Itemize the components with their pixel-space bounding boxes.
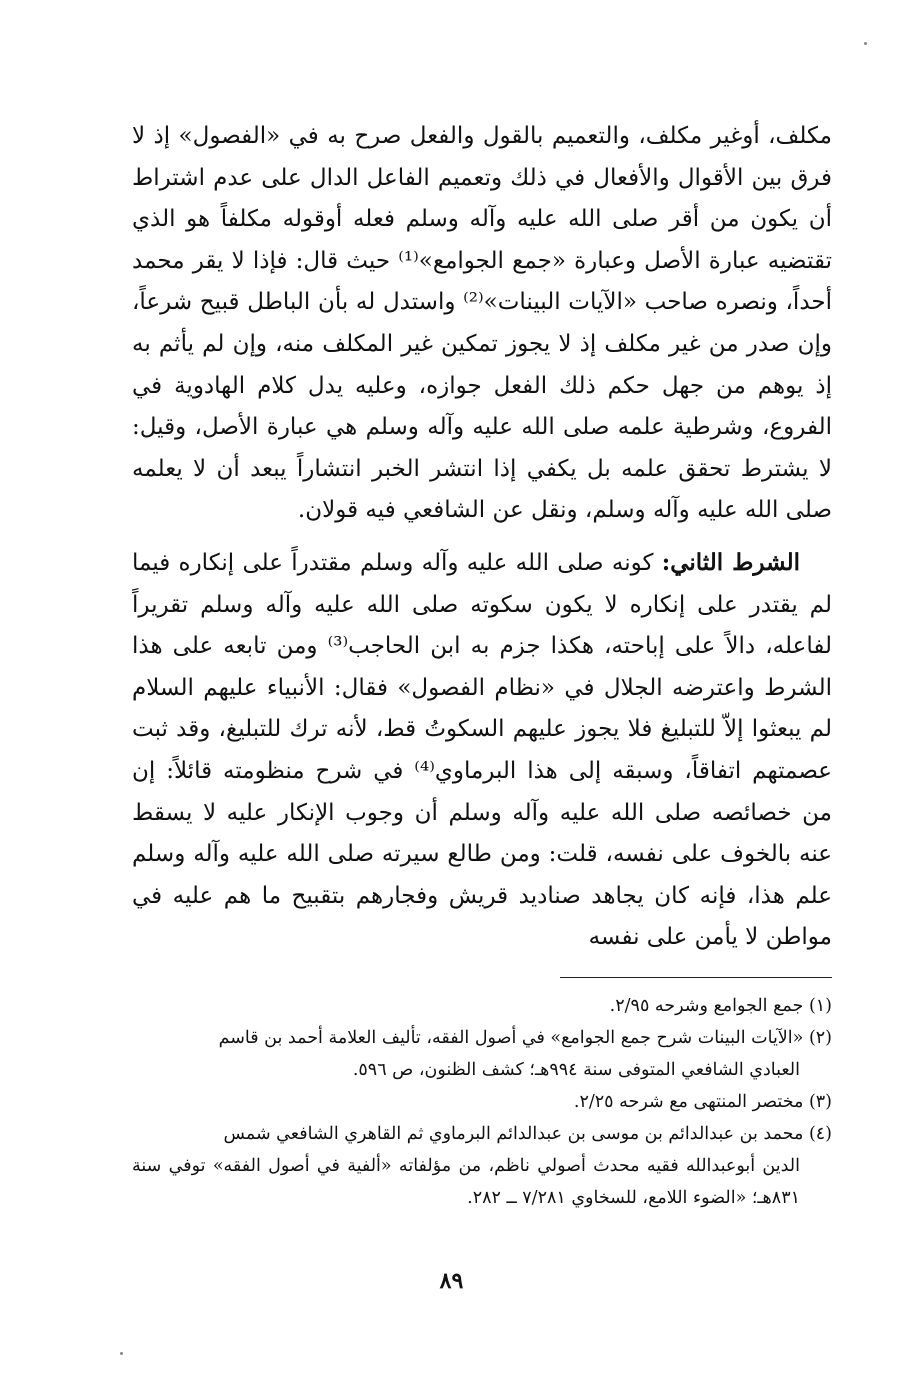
footnote-4 — [132, 1118, 832, 1150]
main-text — [132, 116, 832, 959]
footnote-2 — [132, 1022, 832, 1054]
condition-heading: الشرط الثاني: — [661, 548, 801, 576]
footnote-number: (٣) — [808, 1092, 832, 1112]
footnote-text: مختصر المنتهى مع شرحه ٢/٢٥. — [573, 1092, 804, 1112]
footnote-2-continuation: العبادي الشافعي المتوفى سنة ٩٩٤هـ؛ كشف الظنون، ص ٥٩٦. — [352, 1060, 800, 1080]
footnote-number: (٤) — [808, 1124, 832, 1144]
footnote-4-continuation: الدين أبوعبدالله فقيه محدث أصولي ناظم، من مؤلفاته «ألفية في أصول الفقه» توفي سنة ٨٣١هـ؛ «الضوء اللامع، للسخاوي ٧/٢٨١ ــ ٢٨٢. — [132, 1156, 800, 1208]
footnote-1 — [132, 990, 832, 1022]
scan-speck — [120, 1352, 123, 1355]
page-number: ٨٩ — [439, 1268, 464, 1294]
paragraph-1: مكلف، أوغير مكلف، والتعميم بالقول والفعل صرح به في «الفصول» إذ لا فرق بين الأقوال والأفعال في ذلك وتعميم الفاعل الدال على عدم اشتراط أن يكون من أقر صلى الله عليه وآله وسلم فعله أوقوله مكلفاً هو الذي تقتضيه عبارة الأصل وعبارة «جمع الجوامع»⁽¹⁾ حيث قال: فإذا لا يقر محمد أحداً، ونصره صاحب «الآيات البينات»⁽²⁾ واستدل له بأن الباطل قبيح شرعاً، وإن صدر من غير مكلف إذ لا يجوز تمكين غير المكلف منه، وإن لم يأثم به إذ يوهم من جهل حكم ذلك الفعل جوازه، وعليه يدل كلام الهادوية في الفروع، وشرطية علمه صلى الله عليه وآله وسلم هي عبارة الأصل، وقيل: لا يشترط تحقق علمه بل يكفي إذا انتشر الخبر انتشاراً يبعد أن لا يعلمه صلى الله عليه وآله وسلم، ونقل عن الشافعي فيه قولان. — [132, 123, 833, 524]
footnote-number: (٢) — [808, 1028, 832, 1048]
footnote-text: محمد بن عبدالدائم بن موسى بن عبدالدائم البرماوي ثم القاهري الشافعي شمس — [223, 1124, 804, 1144]
footnote-number: (١) — [808, 996, 832, 1016]
footnote-text: جمع الجوامع وشرحه ٢/٩٥. — [609, 996, 804, 1016]
scan-speck — [864, 42, 867, 45]
footnote-text: «الآيات البينات شرح جمع الجوامع» في أصول الفقه، تأليف العلامة أحمد بن قاسم — [218, 1028, 804, 1048]
footnote-separator — [560, 977, 832, 978]
paragraph-2-text: كونه صلى الله عليه وآله وسلم مقتدراً على إنكاره فيما لم يقتدر على إنكاره لا يكون سكوته صلى الله عليه وآله وسلم تقريراً لفاعله، دالاً على إباحته، هكذا جزم به ابن الحاجب⁽³⁾ ومن تابعه على هذا الشرط واعترضه الجلال في «نظام الفصول» فقال: الأنبياء عليهم السلام لم يبعثوا إلاّ للتبليغ فلا يجوز عليهم السكوتُ قط، لأنه ترك للتبليغ، وقد ثبت عصمتهم اتفاقاً، وسبقه إلى هذا البرماوي⁽⁴⁾ في شرح منظومته قائلاً: إن من خصائصه صلى الله عليه وآله وسلم أن وجوب الإنكار عليه لا يسقط عنه بالخوف على نفسه، قلت: ومن طالع سيرته صلى الله عليه وآله وسلم علم هذا، فإنه كان يجاهد صناديد قريش وفجارهم بتقبيح ما هم عليه في مواطن لا يأمن على نفسه — [132, 549, 832, 951]
footnote-3 — [132, 1086, 832, 1118]
paragraph-2 — [132, 542, 832, 959]
footnotes — [132, 990, 832, 1214]
